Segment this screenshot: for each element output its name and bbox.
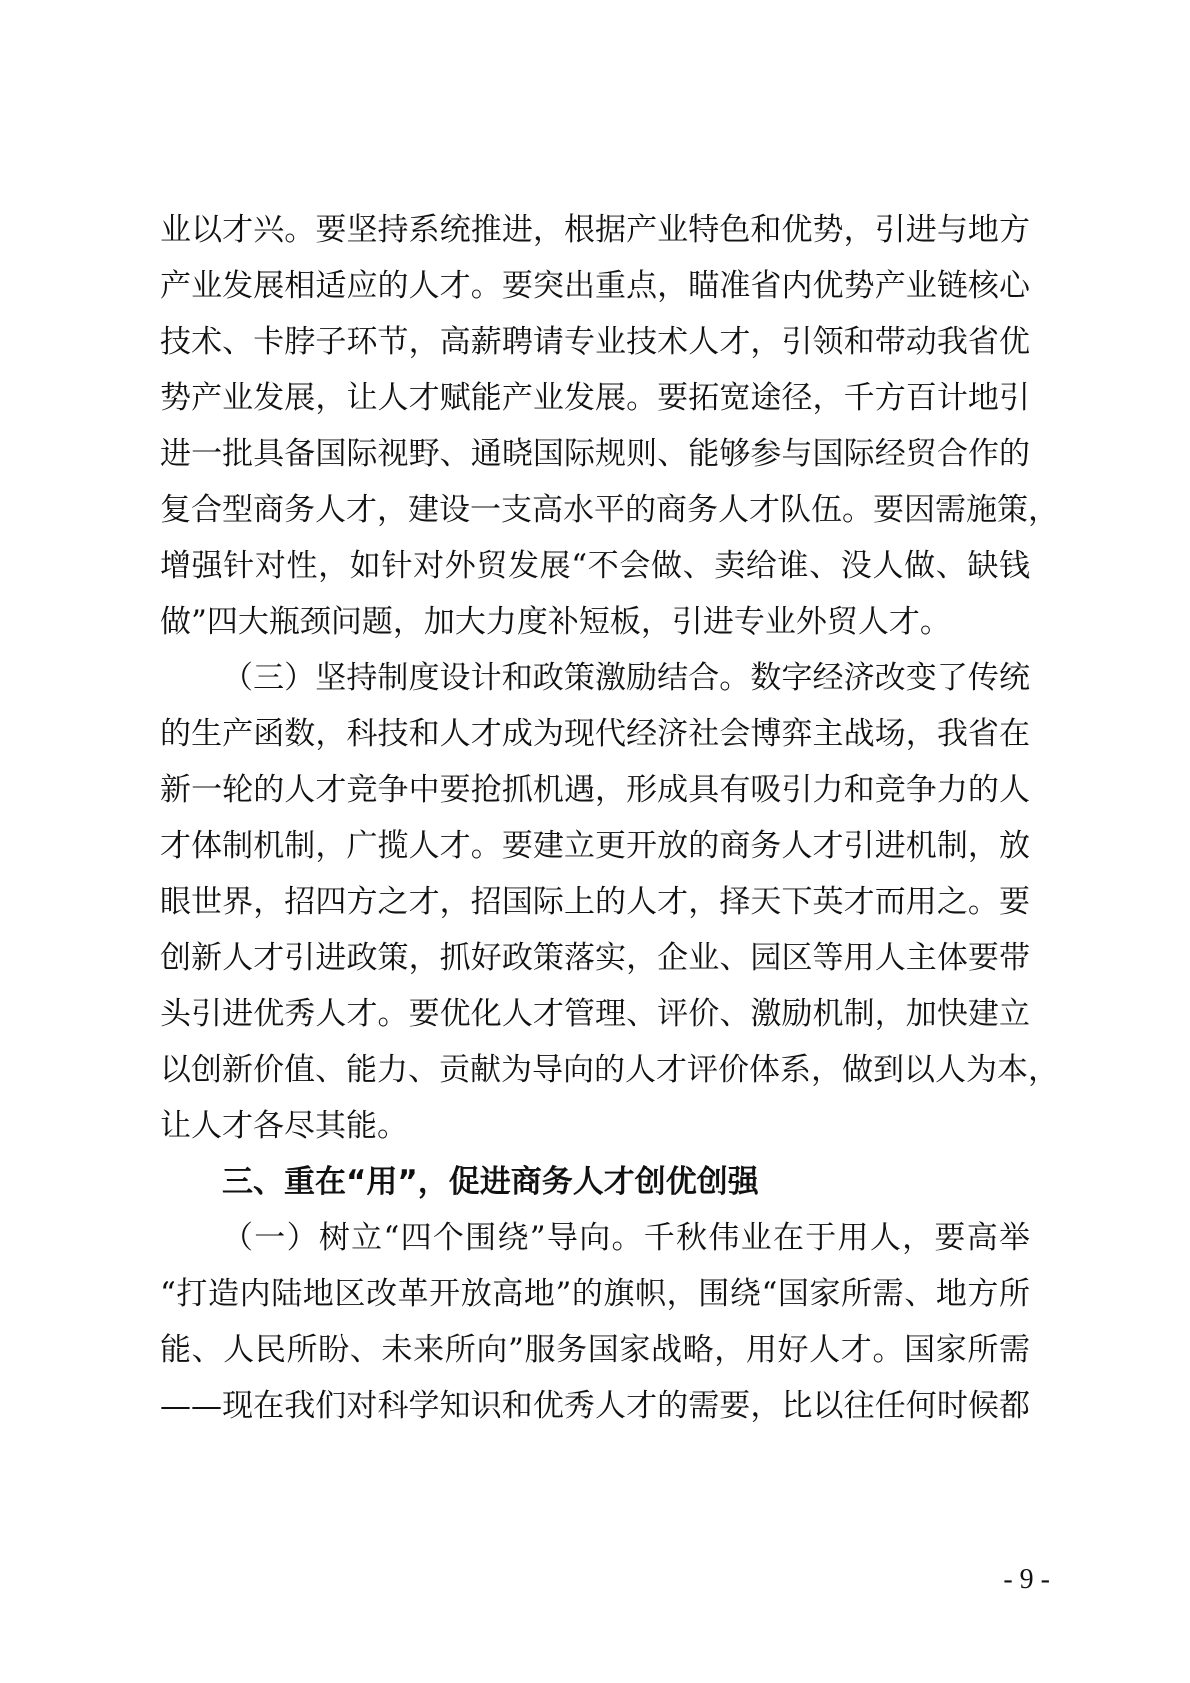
body-text-line: 头引进优秀人才。要优化人才管理、评价、激励机制，加快建立 [160, 996, 1030, 1032]
body-text-line: 势产业发展，让人才赋能产业发展。要拓宽途径，千方百计地引 [160, 380, 1030, 416]
body-text-line: 能、人民所盼、未来所向”服务国家战略，用好人才。国家所需 [160, 1332, 1030, 1368]
subheading-text-line: （三）坚持制度设计和政策激励结合。数字经济改变了传统 [222, 660, 1030, 696]
body-text-line: 眼世界，招四方之才，招国际上的人才，择天下英才而用之。要 [160, 884, 1030, 920]
body-text-line: 复合型商务人才，建设一支高水平的商务人才队伍。要因需施策， [160, 492, 1059, 528]
body-text-line: ——现在我们对科学知识和优秀人才的需要，比以往任何时候都 [160, 1388, 1030, 1424]
body-text-line: “打造内陆地区改革开放高地”的旗帜，围绕“国家所需、地方所 [160, 1276, 1030, 1312]
body-text-line: 进一批具备国际视野、通晓国际规则、能够参与国际经贸合作的 [160, 436, 1030, 472]
page-number: - 9 - [1003, 1564, 1050, 1595]
subheading-text-line: （一）树立“四个围绕”导向。千秋伟业在于用人，要高举 [222, 1220, 1030, 1256]
body-text-line: 以创新价值、能力、贡献为导向的人才评价体系，做到以人为本， [160, 1052, 1059, 1088]
body-text-line: 技术、卡脖子环节，高薪聘请专业技术人才，引领和带动我省优 [160, 324, 1030, 360]
section-heading: 三、重在“用”，促进商务人才创优创强 [222, 1164, 759, 1200]
body-text-line: 创新人才引进政策，抓好政策落实，企业、园区等用人主体要带 [160, 940, 1030, 976]
body-text-line: 业以才兴。要坚持系统推进，根据产业特色和优势，引进与地方 [160, 212, 1030, 248]
body-text-line: 做”四大瓶颈问题，加大力度补短板，引进专业外贸人才。 [160, 604, 951, 640]
body-text-line: 让人才各尽其能。 [160, 1108, 408, 1144]
body-text-line: 的生产函数，科技和人才成为现代经济社会博弈主战场，我省在 [160, 716, 1030, 752]
body-text-line: 才体制机制，广揽人才。要建立更开放的商务人才引进机制，放 [160, 828, 1030, 864]
body-text-line: 新一轮的人才竞争中要抢抓机遇，形成具有吸引力和竞争力的人 [160, 772, 1030, 808]
body-text-line: 增强针对性，如针对外贸发展“不会做、卖给谁、没人做、缺钱 [160, 548, 1030, 584]
body-text-line: 产业发展相适应的人才。要突出重点，瞄准省内优势产业链核心 [160, 268, 1030, 304]
